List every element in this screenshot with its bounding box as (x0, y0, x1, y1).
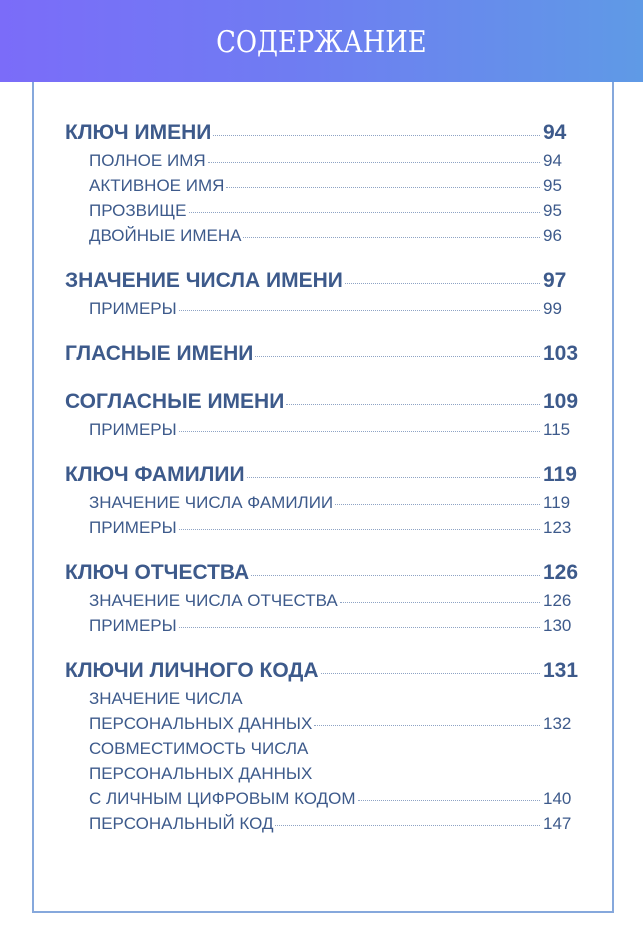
subentry-title: ПРОЗВИЩЕ (89, 201, 187, 220)
toc-subentry[interactable] (65, 789, 585, 814)
toc-section (65, 269, 585, 324)
chapter-page-number: 94 (543, 121, 567, 144)
subentry-page-number: 94 (543, 151, 562, 170)
toc-chapter-entry[interactable] (65, 121, 585, 151)
toc-section (65, 121, 585, 251)
toc-section (65, 342, 585, 372)
subentry-page-number: 96 (543, 226, 562, 245)
toc-chapter-entry[interactable] (65, 342, 585, 372)
chapter-title: ГЛАСНЫЕ ИМЕНИ (65, 342, 254, 365)
dot-leader (189, 212, 540, 213)
toc-subentry[interactable] (65, 420, 585, 445)
subentry-title: ЗНАЧЕНИЕ ЧИСЛА (89, 689, 243, 708)
toc-subentry[interactable] (65, 689, 585, 714)
subentry-page-number: 123 (543, 518, 572, 537)
subentry-title: ПРИМЕРЫ (89, 420, 177, 439)
toc-subentry[interactable] (65, 151, 585, 176)
subentry-title: ПЕРСОНАЛЬНЫЙ КОД (89, 814, 274, 833)
subentry-page-number: 95 (543, 201, 562, 220)
toc-subentry[interactable] (65, 714, 585, 739)
chapter-page-number: 119 (543, 463, 577, 486)
chapter-title: КЛЮЧ ФАМИЛИИ (65, 463, 245, 486)
subentry-title: С ЛИЧНЫМ ЦИФРОВЫМ КОДОМ (89, 789, 356, 808)
chapter-title: СОГЛАСНЫЕ ИМЕНИ (65, 390, 285, 413)
dot-leader (179, 431, 540, 432)
dot-leader (179, 529, 540, 530)
subentry-page-number: 132 (543, 714, 572, 733)
subentry-title: ПРИМЕРЫ (89, 299, 177, 318)
subentry-title: ПЕРСОНАЛЬНЫХ ДАННЫХ (89, 764, 313, 783)
table-of-contents (65, 121, 585, 857)
dot-leader (255, 356, 540, 357)
subentry-title: ПОЛНОЕ ИМЯ (89, 151, 206, 170)
chapter-page-number: 103 (543, 342, 579, 365)
toc-subentry[interactable] (65, 176, 585, 201)
subentry-title: АКТИВНОЕ ИМЯ (89, 176, 225, 195)
toc-subentry[interactable] (65, 518, 585, 543)
dot-leader (335, 504, 540, 505)
subentry-page-number: 130 (543, 616, 572, 635)
dot-leader (179, 627, 540, 628)
toc-subentry[interactable] (65, 764, 585, 789)
dot-leader (286, 404, 540, 405)
subentry-title: ЗНАЧЕНИЕ ЧИСЛА ОТЧЕСТВА (89, 591, 338, 610)
subentry-page-number: 115 (543, 420, 571, 439)
toc-chapter-entry[interactable] (65, 463, 585, 493)
toc-chapter-entry[interactable] (65, 390, 585, 420)
toc-subentry[interactable] (65, 201, 585, 226)
toc-subentry[interactable] (65, 226, 585, 251)
dot-leader (179, 310, 540, 311)
page-title: СОДЕРЖАНИЕ (216, 24, 427, 60)
dot-leader (243, 237, 540, 238)
dot-leader (314, 725, 540, 726)
chapter-title: КЛЮЧИ ЛИЧНОГО КОДА (65, 659, 319, 682)
chapter-title: КЛЮЧ ИМЕНИ (65, 121, 212, 144)
dot-leader (213, 135, 540, 136)
subentry-page-number: 126 (543, 591, 572, 610)
subentry-title: ПРИМЕРЫ (89, 518, 177, 537)
toc-section (65, 390, 585, 445)
chapter-page-number: 109 (543, 390, 579, 413)
toc-chapter-entry[interactable] (65, 561, 585, 591)
toc-subentry[interactable] (65, 299, 585, 324)
subentry-title: ПЕРСОНАЛЬНЫХ ДАННЫХ (89, 714, 313, 733)
subentry-title: ЗНАЧЕНИЕ ЧИСЛА ФАМИЛИИ (89, 493, 334, 512)
toc-subentry[interactable] (65, 616, 585, 641)
subentry-page-number: 95 (543, 176, 562, 195)
chapter-page-number: 126 (543, 561, 579, 584)
subentry-page-number: 147 (543, 814, 572, 833)
toc-section (65, 463, 585, 543)
chapter-title: КЛЮЧ ОТЧЕСТВА (65, 561, 250, 584)
subentry-page-number: 140 (543, 789, 572, 808)
dot-leader (275, 825, 540, 826)
subentry-title: ПРИМЕРЫ (89, 616, 177, 635)
toc-subentry[interactable] (65, 591, 585, 616)
header-banner (0, 0, 643, 82)
chapter-page-number: 97 (543, 269, 567, 292)
toc-chapter-entry[interactable] (65, 659, 585, 689)
dot-leader (251, 575, 540, 576)
subentry-title: СОВМЕСТИМОСТЬ ЧИСЛА (89, 739, 309, 758)
toc-subentry[interactable] (65, 493, 585, 518)
chapter-page-number: 131 (543, 659, 579, 682)
subentry-page-number: 99 (543, 299, 562, 318)
subentry-page-number: 119 (543, 493, 571, 512)
toc-subentry[interactable] (65, 814, 585, 839)
dot-leader (226, 187, 540, 188)
toc-section (65, 659, 585, 839)
toc-chapter-entry[interactable] (65, 269, 585, 299)
dot-leader (340, 602, 540, 603)
dot-leader (247, 477, 540, 478)
dot-leader (321, 673, 541, 674)
dot-leader (345, 283, 540, 284)
chapter-title: ЗНАЧЕНИЕ ЧИСЛА ИМЕНИ (65, 269, 343, 292)
dot-leader (358, 800, 540, 801)
dot-leader (208, 162, 540, 163)
toc-subentry[interactable] (65, 739, 585, 764)
toc-section (65, 561, 585, 641)
subentry-title: ДВОЙНЫЕ ИМЕНА (89, 226, 242, 245)
